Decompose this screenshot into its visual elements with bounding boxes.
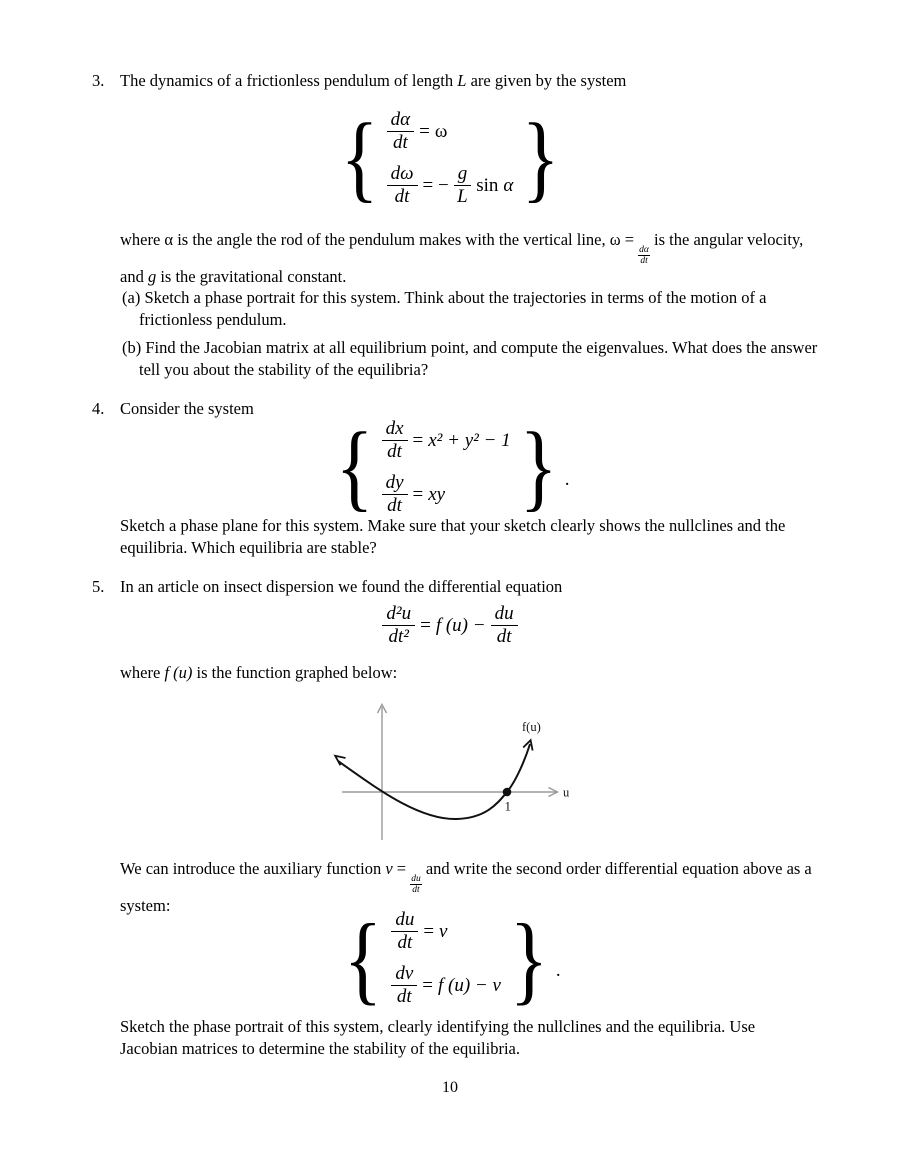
where-text-3: is the gravitational constant. bbox=[156, 267, 347, 286]
problem-4-number: 4. bbox=[92, 399, 105, 418]
where-text: where α is the angle the rod of the pendulum makes with the vertical line, ω = bbox=[120, 230, 639, 249]
numerator: dx bbox=[382, 419, 408, 441]
numerator: dα bbox=[639, 245, 649, 255]
denominator: dt bbox=[640, 256, 648, 266]
equals-sign: = bbox=[419, 120, 430, 142]
equals-sign: = bbox=[392, 859, 411, 878]
aux-text-2: and write the second order differential equation above as a system: bbox=[120, 859, 812, 915]
problem-5-intro: In an article on insect dispersion we found the differential equation bbox=[120, 577, 563, 596]
display-equation-pendulum-system bbox=[0, 104, 900, 212]
aux-text: We can introduce the auxiliary function bbox=[120, 859, 386, 878]
numerator: dα bbox=[387, 110, 414, 132]
denominator: dt bbox=[496, 626, 512, 647]
denominator: dt bbox=[387, 441, 402, 462]
where-text-2: is the angular velocity, and bbox=[120, 230, 804, 286]
problem-3-number: 3. bbox=[92, 71, 105, 90]
item-b-text: Find the Jacobian matrix at all equilibrium point, and compute the eigenvalues. What does the answer tell you about the stability of the equilibria? bbox=[139, 338, 818, 379]
item-a-label: (a) bbox=[122, 288, 141, 307]
numerator: du bbox=[491, 604, 518, 626]
equals-sign: = bbox=[420, 614, 431, 636]
fraction-g-L bbox=[454, 164, 472, 207]
omega-symbol: ω bbox=[434, 120, 448, 142]
fraction-domega-dt bbox=[387, 164, 418, 207]
graph-canvas bbox=[330, 692, 570, 844]
display-equation-uv-system bbox=[0, 902, 900, 1014]
rhs-fu-minus-v: f (u) − v bbox=[437, 974, 501, 996]
equation-d2u-dt2 bbox=[382, 604, 517, 647]
problem-3-item-a bbox=[122, 287, 831, 331]
left-brace: { bbox=[335, 413, 373, 521]
problem-3-intro-tail: are given by the system bbox=[466, 71, 627, 90]
numerator: d²u bbox=[382, 604, 415, 626]
tick-label-one: 1 bbox=[504, 798, 511, 814]
right-brace: } bbox=[522, 104, 560, 212]
item-a-text: Sketch a phase portrait for this system. Think about the trajectories in terms of the motion of a frictionless pendulum. bbox=[139, 288, 767, 329]
variable-L: L bbox=[457, 71, 467, 90]
equals-minus: = − bbox=[422, 174, 449, 196]
system-lines bbox=[387, 110, 514, 207]
inline-fraction-du-dt bbox=[410, 874, 422, 895]
sin-operator: sin bbox=[476, 174, 499, 196]
numerator: du bbox=[411, 874, 421, 884]
fraction-dalpha-dt bbox=[387, 110, 414, 153]
equation-system bbox=[339, 902, 561, 1014]
system-lines bbox=[382, 419, 511, 516]
fraction-dx-dt bbox=[382, 419, 408, 462]
numerator: du bbox=[391, 910, 418, 932]
rhs-xy: xy bbox=[428, 483, 446, 505]
inline-fraction-dalpha-dt bbox=[638, 245, 650, 266]
alpha-symbol: α bbox=[503, 174, 514, 196]
fraction-du-dt bbox=[491, 604, 518, 647]
problem-5-number: 5. bbox=[92, 577, 105, 596]
problem-3-item-b bbox=[122, 337, 831, 381]
problem-4-heading bbox=[92, 398, 832, 420]
numerator: dω bbox=[387, 164, 418, 186]
fu-function-graph bbox=[330, 692, 570, 850]
rhs-x2-y2-1: x² + y² − 1 bbox=[428, 429, 511, 451]
problem-4-body: Sketch a phase plane for this system. Make sure that your sketch clearly shows the nullclines and the equilibria. Which equilibria are stable? bbox=[120, 516, 786, 557]
left-brace: { bbox=[340, 104, 378, 212]
denominator: dt² bbox=[388, 626, 409, 647]
numerator: dy bbox=[382, 473, 408, 495]
curve-label: f(u) bbox=[522, 720, 541, 734]
numerator: dv bbox=[391, 964, 417, 986]
display-equation-second-order bbox=[0, 604, 900, 647]
period: . bbox=[555, 959, 561, 981]
f-of-u-minus: f (u) − bbox=[435, 614, 486, 636]
problem-3-heading bbox=[92, 70, 832, 92]
equation-dx-dt bbox=[382, 419, 511, 462]
problem-5-heading bbox=[92, 576, 832, 598]
period: . bbox=[564, 468, 570, 490]
problem-3-where-paragraph bbox=[120, 229, 814, 288]
denominator: L bbox=[457, 186, 468, 207]
equation-dv-dt bbox=[391, 964, 501, 1007]
equation-system bbox=[331, 413, 570, 521]
curve-left-arrow-icon bbox=[335, 756, 345, 766]
where-text: where bbox=[120, 663, 165, 682]
equation-system bbox=[336, 104, 565, 212]
item-b-label: (b) bbox=[122, 338, 142, 357]
equals-sign: = bbox=[423, 920, 435, 942]
fraction-d2u-dt2 bbox=[382, 604, 415, 647]
problem-3-intro: The dynamics of a frictionless pendulum of length bbox=[120, 71, 458, 90]
left-brace: { bbox=[344, 902, 383, 1014]
right-brace: } bbox=[519, 413, 557, 521]
problem-5-aux-paragraph bbox=[120, 858, 814, 917]
denominator: dt bbox=[394, 186, 410, 207]
numerator: g bbox=[454, 164, 472, 186]
x-axis-label: u bbox=[563, 785, 570, 800]
variable-g: g bbox=[147, 267, 157, 286]
right-brace: } bbox=[509, 902, 549, 1014]
equation-domega-dt bbox=[387, 164, 514, 207]
where-text-2: is the function graphed below: bbox=[192, 663, 398, 682]
denominator: dt bbox=[392, 132, 408, 153]
fraction-dy-dt bbox=[382, 473, 408, 516]
equals-sign: = bbox=[422, 974, 433, 996]
equals-sign: = bbox=[412, 429, 424, 451]
equation-du-dt bbox=[391, 910, 447, 953]
denominator: dt bbox=[397, 932, 413, 953]
f-of-u: f (u) bbox=[164, 663, 193, 682]
fraction-dv-dt bbox=[391, 964, 417, 1007]
problem-5-final-paragraph: Sketch the phase portrait of this system, clearly identifying the nullclines and the equilibria. Use Jacobian matrices to determine the stability of the equilibria. bbox=[120, 1017, 756, 1058]
rhs-v: v bbox=[439, 920, 448, 942]
display-equation-xy-system bbox=[0, 413, 900, 521]
fraction-du-dt bbox=[391, 910, 418, 953]
equation-dy-dt bbox=[382, 473, 446, 516]
problem-4-intro: Consider the system bbox=[120, 399, 254, 418]
problem-5-where-line bbox=[120, 662, 814, 684]
page-number: 10 bbox=[442, 1079, 458, 1096]
system-lines bbox=[391, 910, 501, 1007]
denominator: dt bbox=[387, 495, 402, 516]
variable-v: v bbox=[385, 859, 393, 878]
equals-sign: = bbox=[412, 483, 424, 505]
denominator: dt bbox=[396, 986, 412, 1007]
denominator: dt bbox=[412, 885, 420, 895]
fu-curve bbox=[338, 744, 530, 819]
root-point-marker bbox=[503, 788, 512, 797]
equation-dalpha-dt bbox=[387, 110, 448, 153]
